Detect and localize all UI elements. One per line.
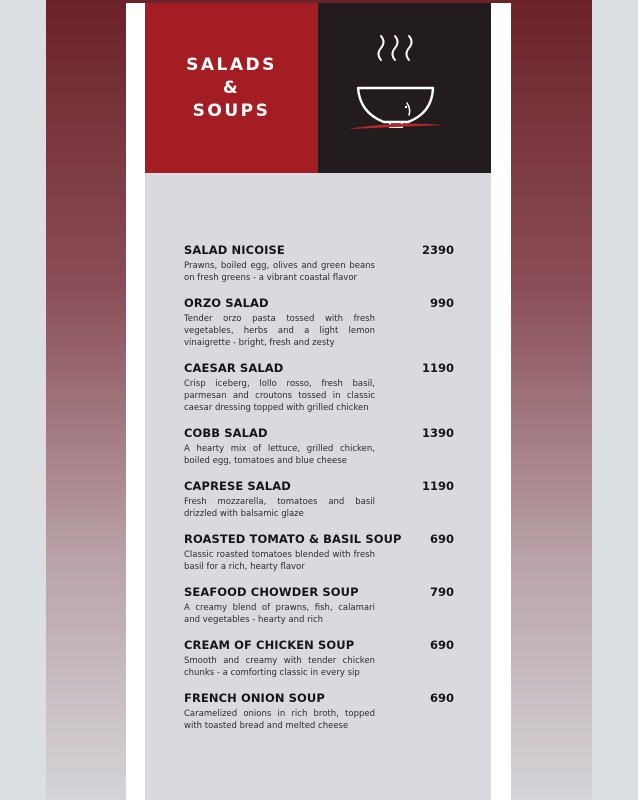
menu-title-line2: &	[222, 77, 241, 98]
item-description: Tender orzo pasta tossed with fresh vegetables, herbs and a light lemon vinaigrette - bright, fresh and zesty	[184, 314, 375, 348]
icon-block	[318, 3, 491, 173]
menu-item	[184, 479, 454, 521]
item-description: Crisp iceberg, lollo rosso, fresh basil, parmesan and croutons tossed in classic caesar dressing topped with grilled chicken	[184, 379, 375, 413]
left-margin	[0, 0, 46, 800]
item-price: 990	[429, 296, 454, 310]
item-name: SALAD NICOISE	[184, 243, 285, 257]
item-price: 790	[429, 585, 454, 599]
item-price: 1190	[421, 361, 454, 375]
menu-item	[184, 532, 454, 574]
item-description: A hearty mix of lettuce, grilled chicken, boiled egg, tomatoes and blue cheese	[184, 444, 375, 466]
item-price: 690	[429, 691, 454, 705]
menu-item	[184, 585, 454, 627]
item-price: 690	[429, 638, 454, 652]
item-price: 2390	[421, 243, 454, 257]
menu-title-block	[145, 3, 318, 173]
item-description: A creamy blend of prawns, fish, calamari and vegetables - hearty and rich	[184, 603, 375, 625]
menu-title-line1: SALADS	[186, 54, 277, 75]
menu-item	[184, 361, 454, 414]
soup-bowl-icon	[318, 3, 491, 173]
menu-item	[184, 638, 454, 680]
item-name: COBB SALAD	[184, 426, 268, 440]
item-description: Classic roasted tomatoes blended with fresh basil for a rich, hearty flavor	[184, 550, 375, 572]
item-price: 1190	[421, 479, 454, 493]
menu-item	[184, 691, 454, 733]
item-name: SEAFOOD CHOWDER SOUP	[184, 585, 359, 599]
item-price: 1390	[421, 426, 454, 440]
item-name: ROASTED TOMATO & BASIL SOUP	[184, 532, 402, 546]
item-description: Fresh mozzarella, tomatoes and basil drizzled with balsamic glaze	[184, 497, 375, 519]
item-price: 690	[429, 532, 454, 546]
menu-title-line3: SOUPS	[192, 100, 271, 121]
item-description: Caramelized onions in rich broth, topped with toasted bread and melted cheese	[184, 709, 375, 731]
item-name: FRENCH ONION SOUP	[184, 691, 325, 705]
menu-item	[184, 426, 454, 468]
item-description: Prawns, boiled egg, olives and green beans on fresh greens - a vibrant coastal flavor	[184, 261, 375, 283]
item-name: CAPRESE SALAD	[184, 479, 291, 493]
item-name: CREAM OF CHICKEN SOUP	[184, 638, 355, 652]
menu-item	[184, 243, 454, 285]
item-description: Smooth and creamy with tender chicken chunks - a comforting classic in every sip	[184, 656, 375, 678]
menu-item	[184, 296, 454, 349]
item-name: CAESAR SALAD	[184, 361, 284, 375]
right-margin	[592, 0, 638, 800]
item-name: ORZO SALAD	[184, 296, 269, 310]
